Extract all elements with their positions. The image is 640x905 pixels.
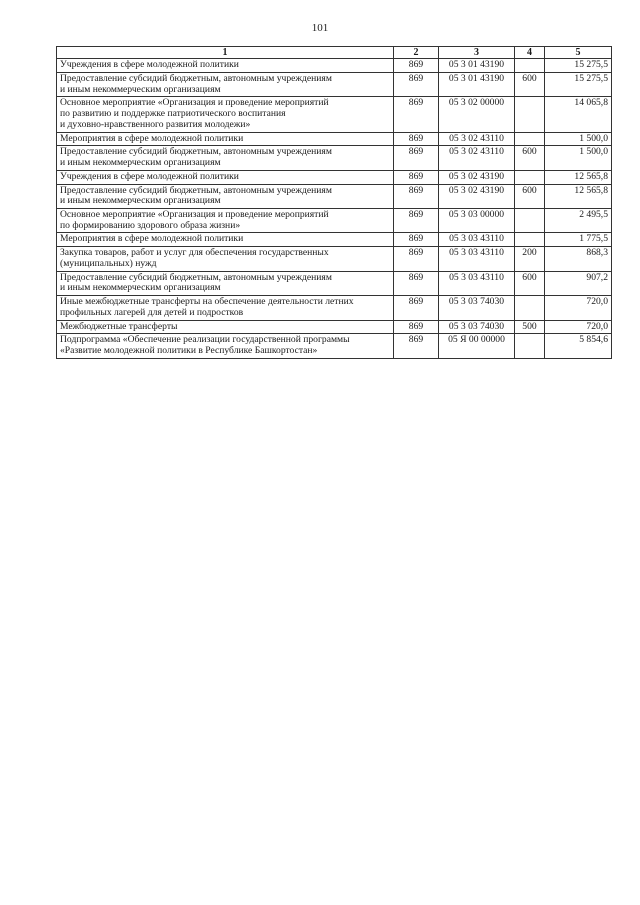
row-expense-type-cell: 600	[515, 146, 545, 170]
column-header: 4	[515, 47, 545, 59]
row-name-cell: Предоставление субсидий бюджетным, автономным учреждениям и иным некоммерческим организациям	[57, 72, 394, 96]
row-expense-type-cell	[515, 59, 545, 73]
row-admin-code-cell: 869	[394, 209, 439, 233]
row-target-code-cell: 05 3 02 43110	[439, 146, 515, 170]
column-header: 1	[57, 47, 394, 59]
page-number: 101	[311, 22, 329, 34]
row-target-code-cell: 05 3 03 74030	[439, 320, 515, 334]
row-target-code-cell: 05 3 01 43190	[439, 59, 515, 73]
row-admin-code-cell: 869	[394, 59, 439, 73]
row-admin-code-cell: 869	[394, 233, 439, 247]
column-header: 2	[394, 47, 439, 59]
row-admin-code-cell: 869	[394, 72, 439, 96]
column-header: 3	[439, 47, 515, 59]
row-name-cell: Мероприятия в сфере молодежной политики	[57, 132, 394, 146]
row-name-cell: Основное мероприятие «Организация и проведение мероприятий по формированию здорового образа жизни»	[57, 209, 394, 233]
row-admin-code-cell: 869	[394, 296, 439, 320]
row-expense-type-cell: 600	[515, 271, 545, 295]
row-name-cell: Предоставление субсидий бюджетным, автономным учреждениям и иным некоммерческим организациям	[57, 271, 394, 295]
table-row	[57, 132, 612, 146]
row-admin-code-cell: 869	[394, 271, 439, 295]
row-amount-cell: 868,3	[545, 247, 612, 271]
table-row	[57, 146, 612, 170]
table-row	[57, 170, 612, 184]
row-amount-cell: 5 854,6	[545, 334, 612, 358]
row-name-cell: Иные межбюджетные трансферты на обеспечение деятельности летних профильных лагерей для детей и подростков	[57, 296, 394, 320]
row-amount-cell: 720,0	[545, 320, 612, 334]
table-row	[57, 184, 612, 208]
row-name-cell: Подпрограмма «Обеспечение реализации государственной программы «Развитие молодежной политики в Республике Башкортостан»	[57, 334, 394, 358]
row-expense-type-cell: 200	[515, 247, 545, 271]
row-name-cell: Учреждения в сфере молодежной политики	[57, 59, 394, 73]
table-row	[57, 247, 612, 271]
row-target-code-cell: 05 3 02 00000	[439, 97, 515, 132]
table-row	[57, 320, 612, 334]
row-name-cell: Закупка товаров, работ и услуг для обеспечения государственных (муниципальных) нужд	[57, 247, 394, 271]
row-name-cell: Межбюджетные трансферты	[57, 320, 394, 334]
row-expense-type-cell	[515, 233, 545, 247]
row-admin-code-cell: 869	[394, 334, 439, 358]
row-expense-type-cell: 600	[515, 72, 545, 96]
row-amount-cell: 1 500,0	[545, 132, 612, 146]
row-admin-code-cell: 869	[394, 97, 439, 132]
table-row	[57, 296, 612, 320]
table-row	[57, 72, 612, 96]
row-target-code-cell: 05 3 01 43190	[439, 72, 515, 96]
row-target-code-cell: 05 3 03 00000	[439, 209, 515, 233]
row-amount-cell: 14 065,8	[545, 97, 612, 132]
table-row	[57, 233, 612, 247]
row-target-code-cell: 05 3 03 43110	[439, 271, 515, 295]
row-target-code-cell: 05 3 03 43110	[439, 247, 515, 271]
table-row	[57, 97, 612, 132]
row-name-cell: Предоставление субсидий бюджетным, автономным учреждениям и иным некоммерческим организациям	[57, 146, 394, 170]
row-amount-cell: 15 275,5	[545, 59, 612, 73]
row-admin-code-cell: 869	[394, 146, 439, 170]
row-amount-cell: 1 500,0	[545, 146, 612, 170]
row-amount-cell: 12 565,8	[545, 184, 612, 208]
row-expense-type-cell	[515, 334, 545, 358]
row-expense-type-cell	[515, 209, 545, 233]
table-row	[57, 334, 612, 358]
row-name-cell: Учреждения в сфере молодежной политики	[57, 170, 394, 184]
row-amount-cell: 12 565,8	[545, 170, 612, 184]
row-target-code-cell: 05 Я 00 00000	[439, 334, 515, 358]
row-admin-code-cell: 869	[394, 320, 439, 334]
row-amount-cell: 1 775,5	[545, 233, 612, 247]
row-amount-cell: 2 495,5	[545, 209, 612, 233]
row-expense-type-cell: 600	[515, 184, 545, 208]
row-admin-code-cell: 869	[394, 247, 439, 271]
row-expense-type-cell	[515, 132, 545, 146]
row-expense-type-cell	[515, 170, 545, 184]
row-expense-type-cell	[515, 97, 545, 132]
row-expense-type-cell: 500	[515, 320, 545, 334]
column-header: 5	[545, 47, 612, 59]
row-name-cell: Мероприятия в сфере молодежной политики	[57, 233, 394, 247]
table-header-row	[57, 47, 612, 59]
row-amount-cell: 15 275,5	[545, 72, 612, 96]
row-target-code-cell: 05 3 02 43190	[439, 170, 515, 184]
table-row	[57, 271, 612, 295]
row-name-cell: Основное мероприятие «Организация и проведение мероприятий по развитию и поддержке патриотического воспитания и духовно-нравственного развития молодежи»	[57, 97, 394, 132]
budget-table	[56, 46, 612, 359]
row-admin-code-cell: 869	[394, 184, 439, 208]
row-admin-code-cell: 869	[394, 132, 439, 146]
row-amount-cell: 720,0	[545, 296, 612, 320]
row-target-code-cell: 05 3 03 43110	[439, 233, 515, 247]
row-name-cell: Предоставление субсидий бюджетным, автономным учреждениям и иным некоммерческим организациям	[57, 184, 394, 208]
row-admin-code-cell: 869	[394, 170, 439, 184]
row-target-code-cell: 05 3 02 43110	[439, 132, 515, 146]
row-expense-type-cell	[515, 296, 545, 320]
row-amount-cell: 907,2	[545, 271, 612, 295]
table-row	[57, 209, 612, 233]
table-row	[57, 59, 612, 73]
row-target-code-cell: 05 3 02 43190	[439, 184, 515, 208]
row-target-code-cell: 05 3 03 74030	[439, 296, 515, 320]
